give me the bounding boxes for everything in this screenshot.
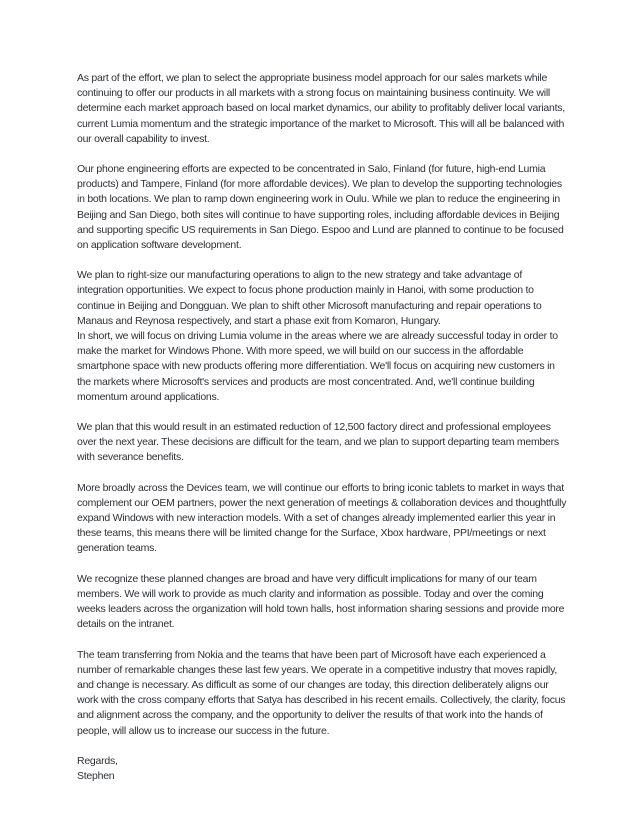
paragraph-devices-team: More broadly across the Devices team, we will continue our efforts to bring iconic tablets to market in ways that complement our OEM partners, power the next generation of meetings & collaboration devices and thoughtfully expand Windows with new interaction models. With a set of changes already implemented earlier this year in these teams, this means there will be limited change for the Surface, Xbox hardware, PPI/meetings or next generation teams.	[77, 481, 567, 555]
paragraph-reduction: We plan that this would result in an estimated reduction of 12,500 factory direct and professional employees over the next year. These decisions are difficult for the team, and we plan to support departing team members with severance benefits.	[77, 421, 559, 464]
letter-body	[77, 71, 567, 784]
closing-salutation: Regards,	[77, 754, 118, 767]
closing-signature: Stephen	[77, 769, 115, 782]
paragraph-manufacturing: We plan to right-size our manufacturing operations to align to the new strategy and take advantage of integration opportunities. We expect to focus phone production mainly in Hanoi, with some production to continue in Beijing and Dongguan. We plan to shift other Microsoft manufacturing and repair operations to Manaus and Reynosa respectively, and start a phase exit from Komaron, Hungary.	[77, 269, 542, 327]
paragraph-sales-markets: As part of the effort, we plan to select the appropriate business model approach for our sales markets while continuing to offer our products in all markets with a strong focus on maintaining business continuity. We will determine each market approach based on local market dynamics, our ability to profitably deliver local variants, current Lumia momentum and the strategic importance of the market to Microsoft. This will all be balanced with our overall capability to invest.	[77, 72, 565, 145]
paragraph-team-transferring: The team transferring from Nokia and the teams that have been part of Microsoft have each experienced a number of remarkable changes these last few years. We operate in a competitive industry that moves rapidly, and change is necessary. As difficult as some of our changes are today, this direction deliberately aligns our work with the cross company efforts that Satya has described in his recent emails. Collectively, the clarity, focus and alignment across the company, and the opportunity to deliver the results of that work into the hands of people, will allow us to increase our success in the future.	[77, 648, 566, 737]
paragraph-in-short: In short, we will focus on driving Lumia volume in the areas where we are already successful today in order to make the market for Windows Phone. With more speed, we will build on our success in the affordable smartphone space with new products offering more differentiation. We'll focus on acquiring new customers in the markets where Microsoft's services and products are most concentrated. And, we'll continue building momentum around applications.	[77, 330, 558, 403]
paragraph-engineering: Our phone engineering efforts are expected to be concentrated in Salo, Finland (for future, high-end Lumia products) and Tampere, Finland (for more affordable devices). We plan to develop the supporting technologies in both locations. We plan to ramp down engineering work in Oulu. While we plan to reduce the engineering in Beijing and San Diego, both sites will continue to have supporting roles, including affordable devices in Beijing and supporting specific US requirements in San Diego. Espoo and Lund are planned to continue to be focused on application software development.	[77, 163, 564, 252]
paragraph-recognize: We recognize these planned changes are broad and have very difficult implications for many of our team members. We will work to provide as much clarity and information as possible. Today and over the coming weeks leaders across the organization will hold town halls, host information sharing sessions and provide more details on the intranet.	[77, 572, 565, 631]
